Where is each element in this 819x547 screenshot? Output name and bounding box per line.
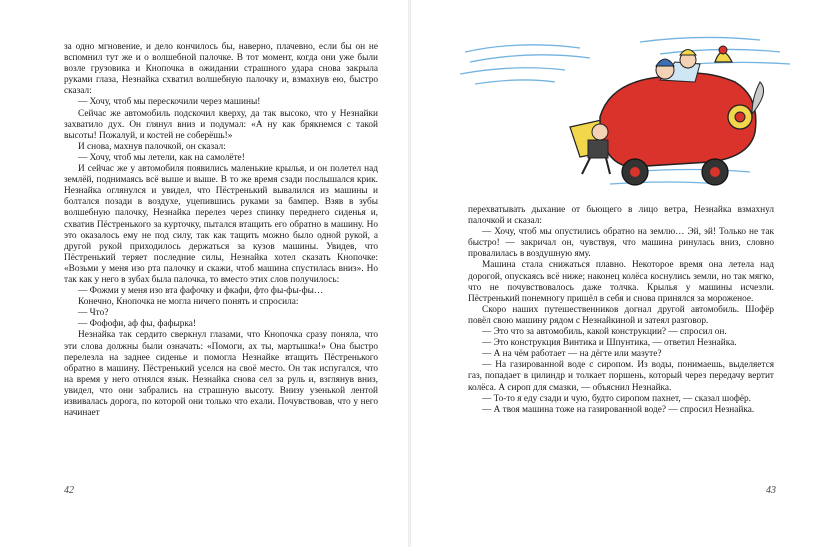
- left-page-text: [64, 42, 378, 419]
- paragraph: — Фофофи, аф фы, фафырка!: [78, 319, 196, 330]
- flying-car-illustration: [460, 22, 805, 202]
- paragraph: — На газированной воде с сиропом. Из воды, понимаешь, выделяется газ, попадает в цилиндр и толкает поршень, который через передачу вертит колёса. А сироп для смазки, — объяснил Незнайка.: [468, 360, 774, 393]
- paragraph: И сейчас же у автомобиля появились маленькие крылья, и он полетел над землёй, поднимаясь всё выше и выше. В то же время сзади послышался крик. Незнайка оглянулся и увидел, что Пёстренький вывалился из машины и болтался позади в воздухе, уцепившись руками за бампер. Взяв в зубы волшебную палочку, Незнайка перелез через спинку переднего сиденья и, схватив Пёстренького за курточку, пытался втащить его обратно в машину. Но это оказалось ему не под силу, так как тащить можно было одной рукой, а другой рукой приходилось держаться за кузов машины. Увидев, что Пёстренький теряет последние силы, Незнайка хотел сказать Кнопочке: «Возьми у меня изо рта палочку и скажи, чтоб машина спустилась вниз». Но так как у него в зубах была палочка, то вместо этих слов получилось:: [64, 164, 378, 285]
- paragraph: Сейчас же автомобиль подскочил кверху, да так высоко, что у Незнайки захватило дух. Он глянул вниз и подумал: «А ну как брякнемся с такой высоты! Пожалуй, и костей не соберёшь!»: [64, 108, 378, 141]
- paragraph: И снова, махнув палочкой, он сказал:: [78, 141, 226, 152]
- paragraph: за одно мгновение, и дело кончилось бы, наверно, плачевно, если бы он не вспомнил тут же и о волшебной палочке. В тот момент, когда они уже были возле грузовика и Кнопочка в ожидании страшного удара снова закрыла руками глаза, Незнайка схватил волшебную палочку и, взмахнув ею, быстро сказал:: [64, 42, 378, 97]
- paragraph: — Хочу, чтоб мы летели, как на самолёте!: [78, 152, 245, 163]
- paragraph: — А твоя машина тоже на газированной воде? — спросил Незнайка.: [482, 404, 755, 415]
- paragraph: — То-то я еду сзади и чую, будто сиропом пахнет, — сказал шофёр.: [482, 393, 751, 404]
- paragraph: — Фожми у меня изо вта фафочку и фкафи, фто фы-фы-фы…: [78, 286, 324, 297]
- paragraph: Конечно, Кнопочка не могла ничего понять и спросила:: [78, 297, 299, 308]
- paragraph: Машина стала снижаться плавно. Некоторое время она летела над дорогой, опускаясь всё ниже; наконец колёса коснулись земли, но так мягко, что не почувствовалось даже толчка. Крылья у машины исчезли. Пёстренький понемногу пришёл в себя и снова принялся за мороженое.: [468, 260, 774, 304]
- page-number: 42: [64, 485, 74, 496]
- left-page: [0, 0, 409, 547]
- paragraph: — Хочу, чтоб мы опустились обратно на землю… Эй, эй! Только не так быстро! — закричал он, чувствуя, что машина ринулась вниз, словно провалилась в воздушную яму.: [468, 227, 774, 260]
- paragraph: — Это что за автомобиль, какой конструкции? — спросил он.: [482, 327, 727, 338]
- page-number: 43: [766, 485, 776, 496]
- paragraph: — А на чём работает — на дёгте или мазуте?: [482, 349, 662, 360]
- paragraph: перехватывать дыхание от бьющего в лицо ветра, Незнайка взмахнул палочкой и сказал:: [468, 205, 774, 227]
- paragraph: — Что?: [78, 308, 109, 319]
- right-page: [410, 0, 819, 547]
- paragraph: Скоро наших путешественников догнал другой автомобиль. Шофёр повёл свою машину рядом с Незнайкиной и затеял разговор.: [468, 304, 774, 326]
- paragraph: — Хочу, чтоб мы перескочили через машины!: [78, 97, 261, 108]
- right-page-text: [468, 205, 774, 416]
- paragraph: Незнайка так сердито сверкнул глазами, что Кнопочка сразу поняла, что эти слова должны были означать: «Помоги, ах ты, мартышка!» Она быстро перелезла на заднее сиденье и помогла Незнайке втащить Пёстренького обратно в машину. Пёстренький уселся на своё место. Он так испугался, что на время у него отнялся язык. Незнайка снова сел за руль и, взглянув вниз, увидел, что они забрались на страшную высоту. Внизу узенькой лентой извивалась дорога, по которой они только что ехали. Почувствовав, что у него начинает: [64, 330, 378, 419]
- paragraph: — Это конструкция Винтика и Шпунтика, — ответил Незнайка.: [482, 338, 737, 349]
